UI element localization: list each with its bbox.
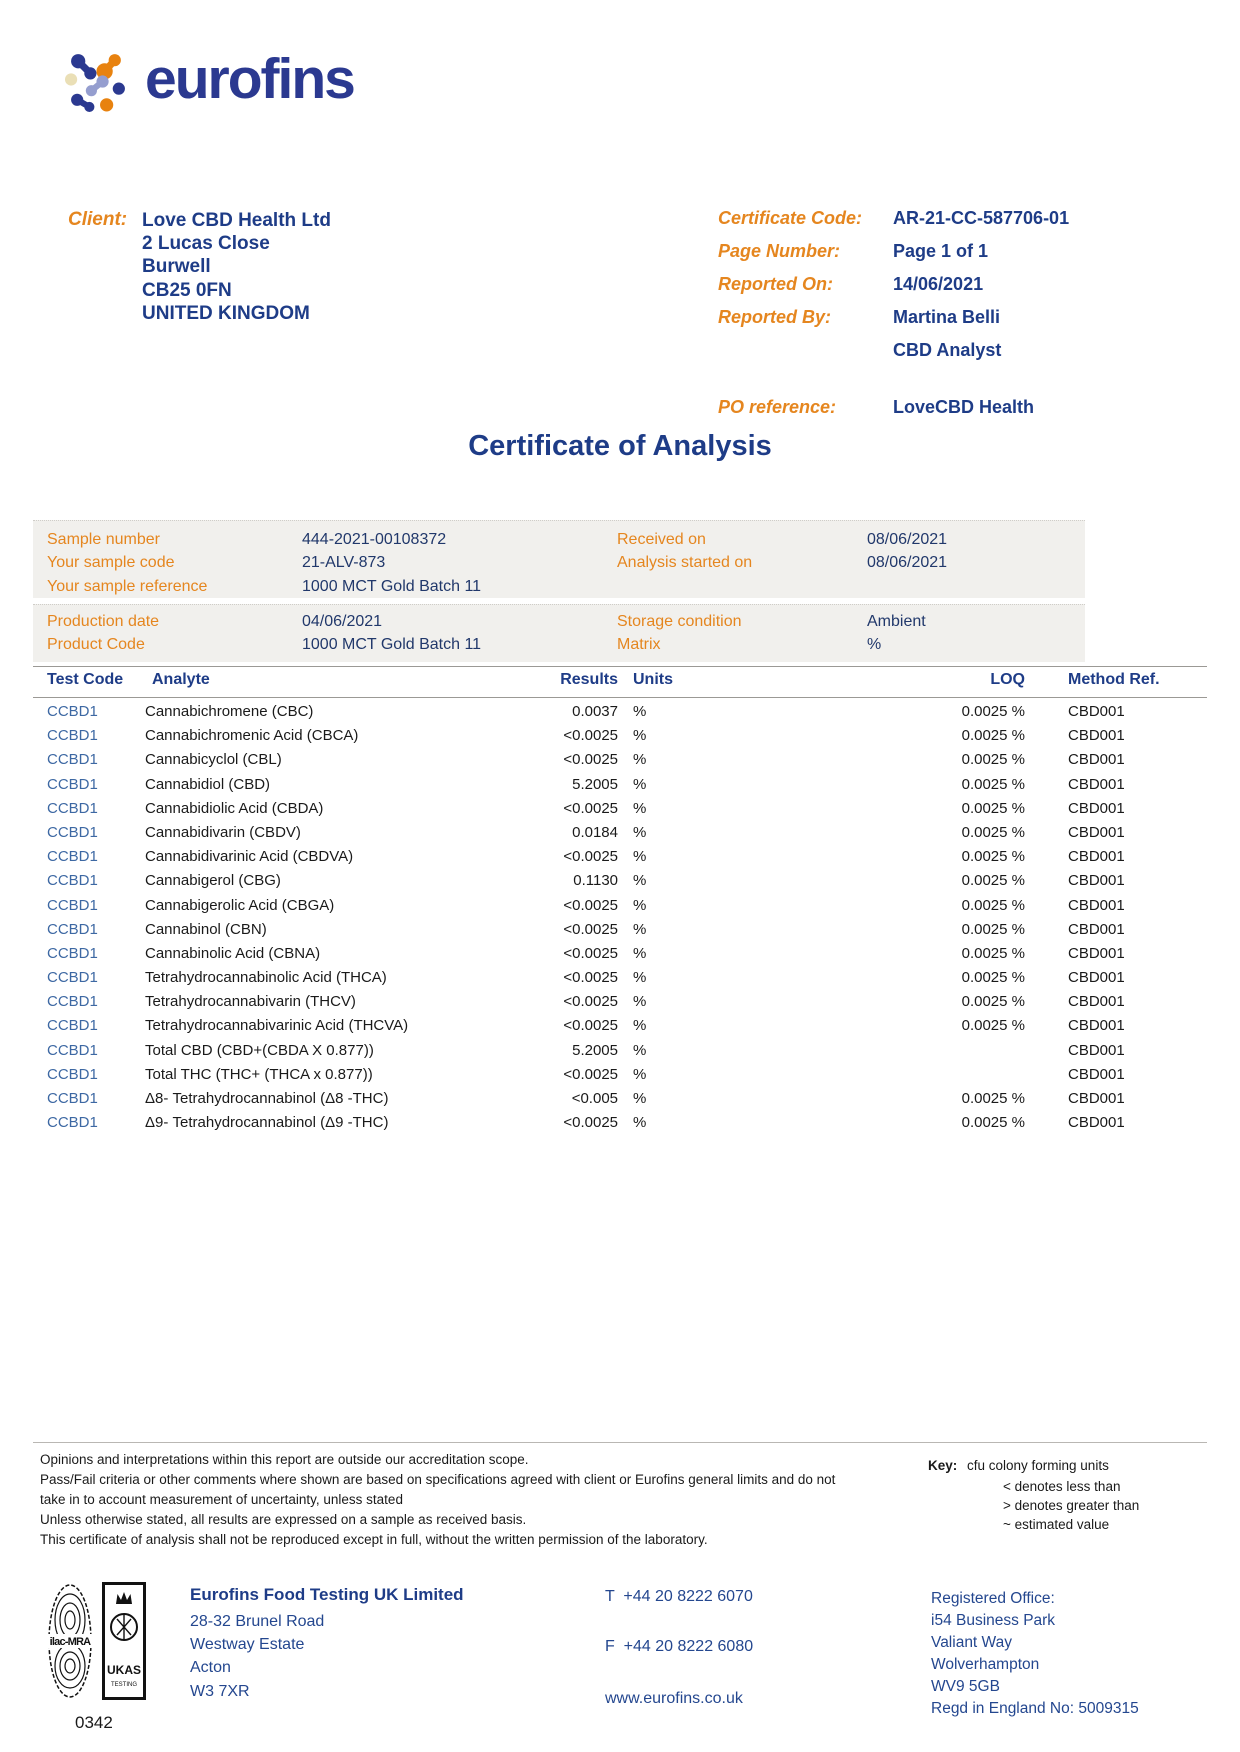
ukas-testing-logo xyxy=(102,1582,146,1700)
result-cell: <0.0025 xyxy=(563,751,618,769)
results-row xyxy=(0,1063,1240,1087)
analyte-cell: Cannabidivarin (CBDV) xyxy=(145,823,301,841)
unit-cell: % xyxy=(633,1065,647,1083)
production-info-row xyxy=(33,613,1085,636)
header-test-code: Test Code xyxy=(47,671,124,688)
analyte-cell: Cannabigerolic Acid (CBGA) xyxy=(145,896,335,914)
header-loq: LOQ xyxy=(990,671,1025,688)
test-code-cell: CCBD1 xyxy=(47,872,98,890)
results-row xyxy=(0,966,1240,990)
disclaimer-line: take in to account measurement of uncertainty, unless stated xyxy=(40,1492,403,1507)
info-value: % xyxy=(867,636,882,654)
method-ref-cell: CBD001 xyxy=(1068,1114,1125,1132)
header-results: Results xyxy=(560,671,618,688)
meta-row xyxy=(718,274,1198,307)
method-ref-cell: CBD001 xyxy=(1068,751,1125,769)
results-row xyxy=(0,1111,1240,1135)
eurofins-wordmark: eurofins xyxy=(145,47,354,111)
info-value: 1000 MCT Gold Batch 11 xyxy=(302,577,482,595)
method-ref-cell: CBD001 xyxy=(1068,727,1125,745)
analyte-cell: Total THC (THC+ (THCA x 0.877)) xyxy=(145,1065,373,1083)
client-address-line: CB25 0FN xyxy=(142,279,232,301)
analyte-cell: Total CBD (CBD+(CBDA X 0.877)) xyxy=(145,1041,374,1059)
loq-cell: 0.0025 % xyxy=(961,920,1025,938)
test-code-cell: CCBD1 xyxy=(47,727,98,745)
footer-phone: T +44 20 8222 6070 xyxy=(605,1588,753,1605)
result-cell: <0.0025 xyxy=(563,799,618,817)
footer-website-link: www.eurofins.co.uk xyxy=(605,1690,743,1707)
analyte-cell: Cannabichromenic Acid (CBCA) xyxy=(145,727,359,745)
info-label: Received on xyxy=(617,531,706,548)
unit-cell: % xyxy=(633,1114,647,1132)
loq-cell: 0.0025 % xyxy=(961,775,1025,793)
eurofins-logo-icon xyxy=(63,48,133,112)
loq-cell: 0.0025 % xyxy=(961,823,1025,841)
svg-text:UKAS: UKAS xyxy=(106,1663,142,1677)
sample-info-row xyxy=(33,554,1085,577)
registered-office-line: Regd in England No: 5009315 xyxy=(931,1700,1139,1717)
info-label: Your sample reference xyxy=(47,577,208,595)
meta-value: AR-21-CC-587706-01 xyxy=(893,208,1070,228)
results-row xyxy=(0,990,1240,1014)
sample-info-row xyxy=(33,578,1085,601)
result-cell: <0.0025 xyxy=(563,727,618,745)
page-title: Certificate of Analysis xyxy=(468,430,772,462)
key-legend-line: ~ estimated value xyxy=(1003,1517,1110,1532)
address-line: W3 7XR xyxy=(190,1682,250,1700)
info-value: 21-ALV-873 xyxy=(302,554,386,572)
client-address-line: Love CBD Health Ltd xyxy=(142,210,331,231)
po-reference-value: LoveCBD Health xyxy=(893,397,1035,417)
footer-company-address xyxy=(190,1610,324,1703)
header-units: Units xyxy=(633,671,673,688)
unit-cell: % xyxy=(633,896,647,914)
results-row xyxy=(0,918,1240,942)
analyte-cell: Δ9- Tetrahydrocannabinol (Δ9 -THC) xyxy=(145,1114,389,1132)
meta-row xyxy=(718,208,1198,241)
unit-cell: % xyxy=(633,969,647,987)
key-label: Key: xyxy=(928,1458,958,1473)
results-row xyxy=(0,942,1240,966)
loq-cell: 0.0025 % xyxy=(961,1017,1025,1035)
loq-cell: 0.0025 % xyxy=(961,896,1025,914)
unit-cell: % xyxy=(633,920,647,938)
info-label: Sample number xyxy=(47,531,160,548)
registered-office-line: Registered Office: xyxy=(931,1590,1055,1607)
info-value: 1000 MCT Gold Batch 11 xyxy=(302,636,482,654)
analyte-cell: Cannabinol (CBN) xyxy=(145,920,267,938)
result-cell: 0.1130 xyxy=(573,872,618,890)
ilac-mra-logo xyxy=(47,1582,93,1700)
client-address xyxy=(142,209,331,325)
test-code-cell: CCBD1 xyxy=(47,848,98,866)
test-code-cell: CCBD1 xyxy=(47,775,98,793)
disclaimer-line: Unless otherwise stated, all results are expressed on a sample as received basis. xyxy=(40,1512,527,1527)
analyte-cell: Cannabinolic Acid (CBNA) xyxy=(145,944,321,962)
unit-cell: % xyxy=(633,799,647,817)
method-ref-cell: CBD001 xyxy=(1068,775,1125,793)
results-row xyxy=(0,1087,1240,1111)
result-cell: <0.0025 xyxy=(563,1114,618,1132)
method-ref-cell: CBD001 xyxy=(1068,1041,1125,1059)
loq-cell: 0.0025 % xyxy=(961,703,1025,720)
results-row xyxy=(0,700,1240,724)
test-code-cell: CCBD1 xyxy=(47,1041,98,1059)
disclaimer-line: Opinions and interpretations within this report are outside our accreditation scope. xyxy=(40,1452,529,1467)
address-line: Acton xyxy=(190,1659,231,1677)
method-ref-cell: CBD001 xyxy=(1068,703,1125,720)
address-line: Westway Estate xyxy=(190,1636,305,1654)
test-code-cell: CCBD1 xyxy=(47,896,98,914)
result-cell: 5.2005 xyxy=(572,1041,618,1059)
analyte-cell: Cannabichromene (CBC) xyxy=(145,703,314,720)
ukas-accreditation-number: 0342 xyxy=(75,1713,113,1732)
unit-cell: % xyxy=(633,1017,647,1035)
client-address-line: 2 Lucas Close xyxy=(142,233,270,255)
address-line: 28-32 Brunel Road xyxy=(190,1613,325,1630)
test-code-cell: CCBD1 xyxy=(47,1017,98,1035)
test-code-cell: CCBD1 xyxy=(47,1065,98,1083)
results-row xyxy=(0,1039,1240,1063)
client-address-line: Burwell xyxy=(142,256,211,278)
result-cell: <0.0025 xyxy=(563,848,618,866)
footer-registered-office xyxy=(931,1588,1139,1720)
footer-company-name: Eurofins Food Testing UK Limited xyxy=(190,1585,464,1604)
sample-info-band xyxy=(33,520,1085,598)
results-row xyxy=(0,773,1240,797)
key-legend-line: > denotes greater than xyxy=(1003,1498,1140,1513)
info-label: Analysis started on xyxy=(617,554,753,572)
production-info-band xyxy=(33,604,1085,662)
method-ref-cell: CBD001 xyxy=(1068,1065,1125,1083)
loq-cell: 0.0025 % xyxy=(961,1114,1025,1132)
results-row xyxy=(0,821,1240,845)
loq-cell: 0.0025 % xyxy=(961,848,1025,866)
table-header-rule xyxy=(33,697,1207,698)
results-table-header xyxy=(0,671,1240,691)
production-info-row xyxy=(33,636,1085,659)
analyte-cell: Cannabicyclol (CBL) xyxy=(145,751,282,769)
result-cell: <0.0025 xyxy=(563,920,618,938)
client-address-line: UNITED KINGDOM xyxy=(142,302,310,324)
info-label: Storage condition xyxy=(617,613,742,630)
certificate-meta xyxy=(718,208,1198,373)
result-cell: <0.0025 xyxy=(563,944,618,962)
meta-label: Reported By: xyxy=(718,307,832,327)
info-value: Ambient xyxy=(867,613,926,630)
loq-cell: 0.0025 % xyxy=(961,993,1025,1011)
meta-label: Reported On: xyxy=(718,274,833,294)
meta-row xyxy=(718,340,1198,373)
unit-cell: % xyxy=(633,1090,647,1107)
info-label: Production date xyxy=(47,613,160,630)
method-ref-cell: CBD001 xyxy=(1068,920,1125,938)
disclaimer-text xyxy=(40,1450,930,1550)
loq-cell: 0.0025 % xyxy=(961,872,1025,890)
test-code-cell: CCBD1 xyxy=(47,993,98,1011)
info-value: 04/06/2021 xyxy=(302,613,383,630)
test-code-cell: CCBD1 xyxy=(47,823,98,841)
key-legend-line: < denotes less than xyxy=(1003,1479,1121,1494)
meta-row xyxy=(718,241,1198,274)
svg-text:ilac-MRA: ilac-MRA xyxy=(49,1636,91,1648)
footer-fax: F +44 20 8222 6080 xyxy=(605,1638,754,1655)
test-code-cell: CCBD1 xyxy=(47,751,98,769)
unit-cell: % xyxy=(633,727,647,745)
unit-cell: % xyxy=(633,775,647,793)
info-label: Product Code xyxy=(47,636,145,654)
analyte-cell: Cannabigerol (CBG) xyxy=(145,872,281,890)
result-cell: <0.005 xyxy=(571,1090,618,1107)
meta-value: 14/06/2021 xyxy=(893,274,984,294)
results-row xyxy=(0,724,1240,748)
test-code-cell: CCBD1 xyxy=(47,703,98,720)
test-code-cell: CCBD1 xyxy=(47,920,98,938)
unit-cell: % xyxy=(633,872,647,890)
loq-cell: 0.0025 % xyxy=(961,1090,1025,1107)
loq-cell: 0.0025 % xyxy=(961,751,1025,769)
header-analyte: Analyte xyxy=(152,671,210,688)
results-row xyxy=(0,869,1240,893)
unit-cell: % xyxy=(633,823,647,841)
sample-info-row xyxy=(33,531,1085,554)
method-ref-cell: CBD001 xyxy=(1068,848,1125,866)
disclaimer-line: This certificate of analysis shall not be reproduced except in full, without the written permission of the laboratory. xyxy=(40,1532,708,1547)
loq-cell: 0.0025 % xyxy=(961,944,1025,962)
test-code-cell: CCBD1 xyxy=(47,944,98,962)
analyte-cell: Tetrahydrocannabivarinic Acid (THCVA) xyxy=(145,1017,409,1035)
result-cell: 0.0184 xyxy=(572,823,618,841)
method-ref-cell: CBD001 xyxy=(1068,896,1125,914)
meta-row xyxy=(718,307,1198,340)
test-code-cell: CCBD1 xyxy=(47,969,98,987)
test-code-cell: CCBD1 xyxy=(47,1114,98,1132)
test-code-cell: CCBD1 xyxy=(47,799,98,817)
meta-value: CBD Analyst xyxy=(893,340,1002,360)
results-row xyxy=(0,748,1240,772)
meta-value: Martina Belli xyxy=(893,307,1001,327)
result-cell: <0.0025 xyxy=(563,1017,618,1035)
analyte-cell: Tetrahydrocannabivarin (THCV) xyxy=(145,993,356,1011)
method-ref-cell: CBD001 xyxy=(1068,1017,1125,1035)
analyte-cell: Cannabidivarinic Acid (CBDVA) xyxy=(145,848,354,866)
unit-cell: % xyxy=(633,848,647,866)
result-cell: <0.0025 xyxy=(563,1065,618,1083)
info-label: Your sample code xyxy=(47,554,175,572)
registered-office-line: WV9 5GB xyxy=(931,1678,1000,1695)
loq-cell: 0.0025 % xyxy=(961,799,1025,817)
result-cell: <0.0025 xyxy=(563,896,618,914)
unit-cell: % xyxy=(633,751,647,769)
method-ref-cell: CBD001 xyxy=(1068,823,1125,841)
loq-cell: 0.0025 % xyxy=(961,727,1025,745)
meta-value: Page 1 of 1 xyxy=(893,241,989,261)
registered-office-line: Valiant Way xyxy=(931,1634,1012,1651)
key-cfu-definition: cfu colony forming units xyxy=(967,1458,1109,1473)
results-row xyxy=(0,797,1240,821)
result-cell: 0.0037 xyxy=(572,703,618,720)
unit-cell: % xyxy=(633,993,647,1011)
key-legend xyxy=(1003,1477,1139,1534)
result-cell: 5.2005 xyxy=(572,775,618,793)
method-ref-cell: CBD001 xyxy=(1068,799,1125,817)
loq-cell: 0.0025 % xyxy=(961,969,1025,987)
header-method-ref: Method Ref. xyxy=(1068,671,1160,688)
method-ref-cell: CBD001 xyxy=(1068,944,1125,962)
results-table-body xyxy=(0,700,1240,1135)
registered-office-line: Wolverhampton xyxy=(931,1656,1040,1673)
results-row xyxy=(0,894,1240,918)
info-value: 08/06/2021 xyxy=(867,554,948,572)
analyte-cell: Δ8- Tetrahydrocannabinol (Δ8 -THC) xyxy=(145,1090,389,1107)
registered-office-line: i54 Business Park xyxy=(931,1612,1056,1629)
result-cell: <0.0025 xyxy=(563,993,618,1011)
unit-cell: % xyxy=(633,703,647,720)
results-row xyxy=(0,1014,1240,1038)
method-ref-cell: CBD001 xyxy=(1068,1090,1125,1107)
method-ref-cell: CBD001 xyxy=(1068,969,1125,987)
results-row xyxy=(0,845,1240,869)
po-reference-label: PO reference: xyxy=(718,397,837,417)
disclaimer-rule xyxy=(33,1442,1207,1443)
method-ref-cell: CBD001 xyxy=(1068,993,1125,1011)
table-top-rule xyxy=(33,666,1207,667)
meta-label: Certificate Code: xyxy=(718,208,863,228)
svg-text:TESTING: TESTING xyxy=(110,1682,138,1688)
client-label: Client: xyxy=(68,209,128,230)
analyte-cell: Tetrahydrocannabinolic Acid (THCA) xyxy=(145,969,387,987)
info-value: 08/06/2021 xyxy=(867,531,948,548)
analyte-cell: Cannabidiol (CBD) xyxy=(145,775,271,793)
unit-cell: % xyxy=(633,1041,647,1059)
test-code-cell: CCBD1 xyxy=(47,1090,98,1107)
info-label: Matrix xyxy=(617,636,661,654)
method-ref-cell: CBD001 xyxy=(1068,872,1125,890)
analyte-cell: Cannabidiolic Acid (CBDA) xyxy=(145,799,324,817)
meta-label: Page Number: xyxy=(718,241,841,261)
unit-cell: % xyxy=(633,944,647,962)
disclaimer-line: Pass/Fail criteria or other comments where shown are based on specifications agreed with client or Eurofins general limits and do not xyxy=(40,1472,836,1487)
result-cell: <0.0025 xyxy=(563,969,618,987)
info-value: 444-2021-00108372 xyxy=(302,531,447,548)
